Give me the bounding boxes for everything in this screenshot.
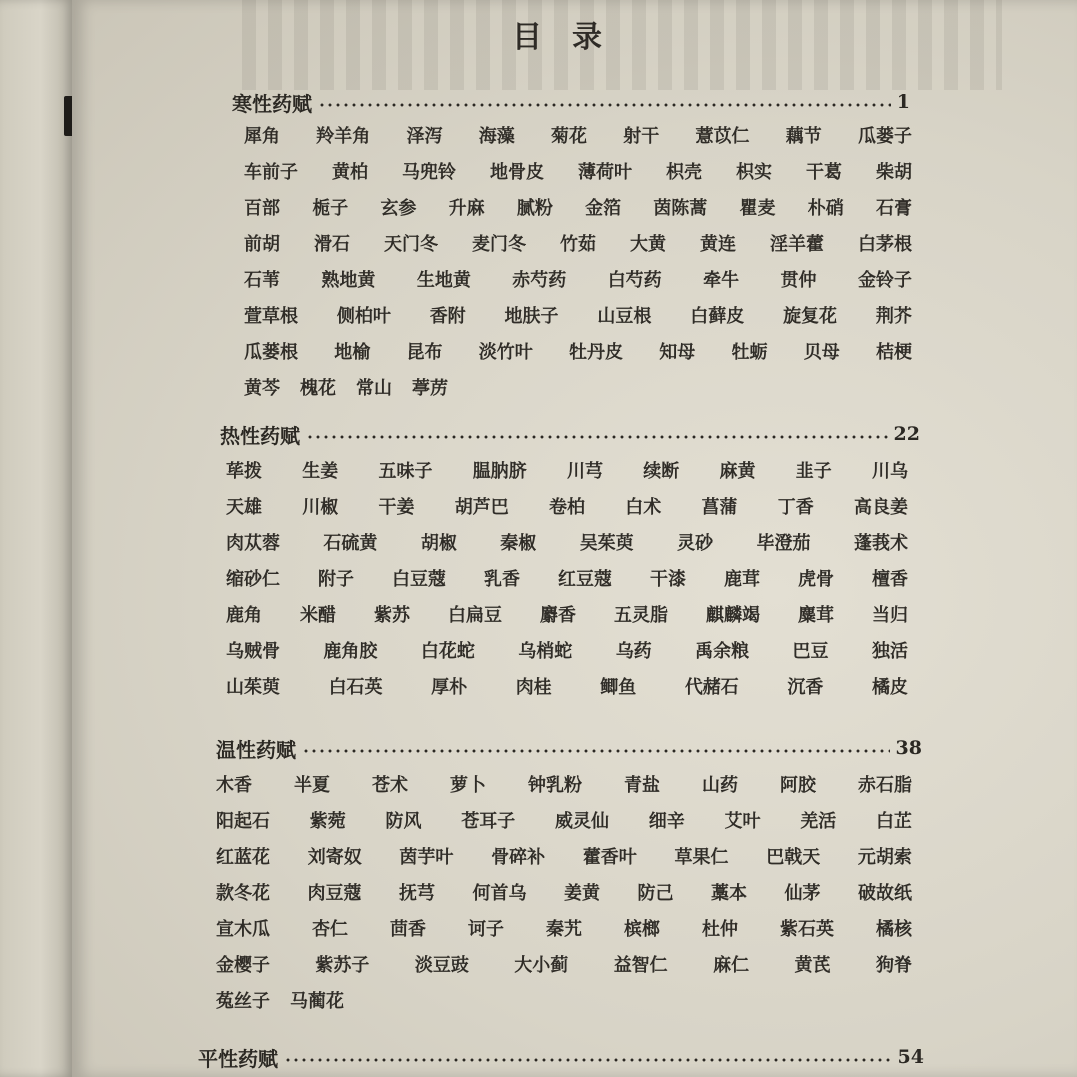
herb-entry: 茴香	[390, 919, 426, 940]
herb-entry: 紫苏子	[315, 955, 370, 976]
herb-entry: 防风	[385, 811, 422, 832]
herb-entry: 石硫黄	[323, 533, 378, 554]
herb-entry: 生姜	[302, 461, 339, 482]
herb-entry: 麻仁	[713, 955, 750, 976]
herb-entry: 白扁豆	[448, 605, 502, 626]
herb-entry: 仙茅	[784, 883, 821, 904]
section-page-number: 22	[893, 423, 920, 445]
herb-entry: 狗脊	[875, 955, 912, 976]
herb-entry: 知母	[659, 342, 696, 363]
herb-entry: 阳起石	[216, 811, 270, 832]
herb-entry: 紫石英	[780, 919, 834, 940]
herb-entry: 防己	[637, 883, 674, 904]
herb-line	[226, 452, 908, 488]
herb-entry: 红蓝花	[216, 847, 270, 868]
herb-entry: 山茱萸	[226, 677, 280, 698]
herb-entry: 抚芎	[399, 883, 435, 904]
herb-entry: 淫羊藿	[770, 234, 824, 255]
herb-entry: 吴茱萸	[579, 533, 634, 554]
herb-line	[244, 153, 912, 189]
herb-entry: 干姜	[378, 497, 415, 518]
herb-entry: 苍术	[372, 775, 408, 796]
herb-entry: 金铃子	[857, 270, 912, 291]
herb-entry: 干漆	[650, 569, 686, 590]
herb-entry: 淡豆豉	[414, 955, 469, 976]
herb-entry: 五味子	[378, 461, 433, 482]
herb-entry: 羌活	[800, 811, 837, 832]
herb-entry: 川椒	[302, 497, 339, 518]
herb-entry: 鹿茸	[724, 569, 760, 590]
herb-entry: 菖蒲	[701, 497, 738, 518]
herb-entry: 苍耳子	[461, 811, 516, 832]
herb-list-cold	[244, 117, 912, 405]
dot-leader	[306, 435, 888, 439]
herb-entry: 胡芦巴	[454, 497, 509, 518]
herb-entry: 萱草根	[244, 306, 298, 327]
herb-entry: 紫苏	[374, 605, 410, 626]
herb-entry: 菟丝子	[216, 991, 270, 1012]
herb-entry: 白豆蔻	[392, 569, 446, 590]
section-title: 平性药赋	[198, 1046, 278, 1071]
dot-leader	[318, 103, 891, 107]
herb-entry: 腻粉	[516, 198, 553, 219]
herb-entry: 犀角	[244, 126, 280, 147]
herb-entry: 柴胡	[876, 162, 912, 183]
herb-entry: 秦艽	[546, 919, 582, 940]
herb-entry: 黄连	[700, 234, 736, 255]
section-header-warm[interactable]	[216, 732, 922, 764]
herb-line	[244, 297, 912, 333]
herb-entry: 金箔	[585, 198, 622, 219]
herb-entry: 鹿角	[226, 605, 262, 626]
herb-entry: 姜黄	[564, 883, 600, 904]
herb-entry: 沉香	[787, 677, 824, 698]
herb-entry: 菊花	[551, 126, 587, 147]
herb-entry: 黄芪	[794, 955, 831, 976]
herb-entry: 赤芍药	[512, 270, 567, 291]
herb-entry: 附子	[318, 569, 354, 590]
herb-entry: 大黄	[630, 234, 666, 255]
herb-entry: 草果仁	[674, 847, 729, 868]
herb-entry: 何首乌	[472, 883, 527, 904]
herb-entry: 独活	[871, 641, 908, 662]
herb-entry: 鹿角胶	[323, 641, 378, 662]
dot-leader	[284, 1058, 892, 1062]
herb-entry: 牵牛	[703, 270, 740, 291]
herb-entry: 乌药	[615, 641, 652, 662]
herb-entry: 肉豆蔻	[307, 883, 362, 904]
herb-entry: 天门冬	[384, 234, 438, 255]
herb-entry: 毕澄茄	[756, 533, 811, 554]
herb-entry: 黄柏	[332, 162, 368, 183]
herb-entry: 瓜蒌子	[858, 126, 912, 147]
herb-entry: 生地黄	[416, 270, 471, 291]
herb-entry: 槟榔	[624, 919, 660, 940]
herb-entry: 山豆根	[597, 306, 652, 327]
herb-entry: 乳香	[484, 569, 520, 590]
herb-entry: 金樱子	[216, 955, 270, 976]
herb-entry: 萝卜	[450, 775, 486, 796]
herb-entry: 阿胶	[780, 775, 816, 796]
herb-entry: 麒麟竭	[706, 605, 760, 626]
section-page-number: 54	[897, 1046, 924, 1068]
herb-entry: 肉桂	[515, 677, 552, 698]
herb-entry: 木香	[216, 775, 252, 796]
section-header-hot[interactable]	[220, 418, 920, 450]
herb-entry: 白花蛇	[420, 641, 475, 662]
herb-entry: 白茅根	[858, 234, 912, 255]
herb-entry: 薏苡仁	[695, 126, 750, 147]
herb-entry: 泽泻	[406, 126, 443, 147]
herb-entry: 川乌	[872, 461, 908, 482]
herb-line	[216, 874, 912, 910]
dot-leader	[302, 749, 890, 753]
herb-entry: 橘核	[876, 919, 912, 940]
herb-entry: 蓬莪术	[853, 533, 908, 554]
herb-entry: 乌贼骨	[226, 641, 280, 662]
herb-entry: 元胡索	[857, 847, 912, 868]
herb-entry: 刘寄奴	[307, 847, 362, 868]
herb-entry: 竹茹	[560, 234, 596, 255]
herb-entry: 青盐	[624, 775, 660, 796]
herb-entry: 白藓皮	[690, 306, 745, 327]
herb-entry: 麦门冬	[472, 234, 526, 255]
herb-entry: 杜仲	[702, 919, 738, 940]
herb-entry: 石苇	[244, 270, 280, 291]
herb-entry: 牡蛎	[731, 342, 768, 363]
herb-entry: 枳实	[736, 162, 772, 183]
herb-line	[216, 838, 912, 874]
herb-entry: 滑石	[314, 234, 350, 255]
herb-entry: 川芎	[567, 461, 603, 482]
herb-entry: 旋复花	[783, 306, 838, 327]
herb-entry: 马蔺花	[290, 991, 344, 1012]
section-page-number: 38	[895, 737, 922, 759]
herb-entry: 朴硝	[807, 198, 844, 219]
herb-entry: 钟乳粉	[528, 775, 582, 796]
herb-line	[244, 369, 912, 405]
herb-entry: 大小蓟	[514, 955, 569, 976]
herb-entry: 石膏	[875, 198, 912, 219]
herb-entry: 骨碎补	[491, 847, 546, 868]
herb-entry: 藿香叶	[582, 847, 637, 868]
herb-line	[216, 910, 912, 946]
herb-entry: 缩砂仁	[226, 569, 280, 590]
herb-line	[216, 802, 912, 838]
section-page-number: 1	[896, 91, 910, 113]
herb-line	[226, 668, 908, 704]
section-title: 寒性药赋	[232, 91, 312, 116]
herb-entry: 麋茸	[798, 605, 834, 626]
herb-entry: 瞿麦	[739, 198, 776, 219]
herb-entry: 荆芥	[875, 306, 912, 327]
herb-entry: 杏仁	[312, 919, 348, 940]
herb-entry: 灵砂	[677, 533, 714, 554]
herb-entry: 干葛	[806, 162, 842, 183]
herb-entry: 巴戟天	[766, 847, 821, 868]
herb-entry: 淡竹叶	[478, 342, 533, 363]
herb-entry: 马兜铃	[402, 162, 456, 183]
herb-line	[226, 524, 908, 560]
herb-entry: 牡丹皮	[569, 342, 623, 363]
herb-entry: 鲫鱼	[600, 677, 637, 698]
herb-entry: 破故纸	[858, 883, 912, 904]
herb-line	[244, 189, 912, 225]
herb-entry: 白芷	[876, 811, 912, 832]
herb-entry: 檀香	[872, 569, 908, 590]
herb-line	[216, 982, 912, 1018]
herb-entry: 益智仁	[613, 955, 668, 976]
herb-entry: 香附	[429, 306, 466, 327]
herb-entry: 当归	[872, 605, 908, 626]
herb-entry: 乌梢蛇	[518, 641, 573, 662]
herb-entry: 白术	[625, 497, 662, 518]
herb-entry: 常山	[356, 378, 392, 399]
herb-entry: 厚朴	[431, 677, 468, 698]
herb-entry: 高良姜	[854, 497, 908, 518]
herb-entry: 半夏	[294, 775, 330, 796]
herb-entry: 射干	[623, 126, 660, 147]
herb-entry: 细辛	[648, 811, 685, 832]
herb-entry: 瓜蒌根	[244, 342, 298, 363]
herb-entry: 百部	[244, 198, 280, 219]
herb-entry: 侧柏叶	[336, 306, 391, 327]
herb-entry: 白石英	[328, 677, 383, 698]
herb-entry: 诃子	[468, 919, 504, 940]
herb-line	[244, 117, 912, 153]
herb-line	[226, 488, 908, 524]
herb-entry: 茵陈蒿	[653, 198, 708, 219]
herb-line	[216, 946, 912, 982]
herb-entry: 肉苁蓉	[226, 533, 280, 554]
page-title: 目录	[512, 20, 632, 55]
herb-entry: 枳壳	[666, 162, 702, 183]
herb-line	[244, 225, 912, 261]
herb-entry: 昆布	[406, 342, 443, 363]
herb-entry: 腽肭脐	[472, 461, 527, 482]
herb-entry: 地骨皮	[490, 162, 544, 183]
herb-entry: 麝香	[540, 605, 576, 626]
section-title: 温性药赋	[216, 737, 296, 762]
herb-entry: 海藻	[478, 126, 515, 147]
herb-entry: 贯仲	[780, 270, 817, 291]
herb-entry: 红豆蔻	[558, 569, 612, 590]
herb-line	[244, 261, 912, 297]
herb-entry: 地榆	[334, 342, 371, 363]
herb-entry: 威灵仙	[555, 811, 609, 832]
herb-line	[226, 596, 908, 632]
herb-entry: 橘皮	[871, 677, 908, 698]
herb-entry: 茵芋叶	[399, 847, 454, 868]
herb-entry: 栀子	[312, 198, 349, 219]
herb-entry: 紫菀	[309, 811, 346, 832]
herb-entry: 五灵脂	[614, 605, 668, 626]
herb-entry: 米醋	[300, 605, 336, 626]
herb-entry: 款冬花	[216, 883, 270, 904]
herb-entry: 赤石脂	[858, 775, 912, 796]
herb-entry: 丁香	[777, 497, 814, 518]
herb-line	[226, 560, 908, 596]
herb-entry: 麻黄	[719, 461, 756, 482]
herb-entry: 韭子	[795, 461, 832, 482]
herb-entry: 薄荷叶	[578, 162, 632, 183]
herb-list-warm	[216, 766, 912, 1018]
section-header-neutral[interactable]	[198, 1041, 924, 1073]
herb-entry: 代赭石	[684, 677, 739, 698]
herb-entry: 天雄	[226, 497, 262, 518]
section-title: 热性药赋	[220, 423, 300, 448]
herb-entry: 黄芩	[244, 378, 280, 399]
herb-entry: 贝母	[803, 342, 840, 363]
herb-entry: 艾叶	[724, 811, 761, 832]
herb-entry: 玄参	[380, 198, 417, 219]
herb-entry: 桔梗	[876, 342, 912, 363]
herb-entry: 虎骨	[798, 569, 834, 590]
herb-entry: 禹余粮	[695, 641, 750, 662]
herb-entry: 巴豆	[792, 641, 829, 662]
herb-entry: 升麻	[448, 198, 485, 219]
herb-line	[244, 333, 912, 369]
herb-line	[226, 632, 908, 668]
herb-entry: 葶苈	[412, 378, 448, 399]
herb-list-hot	[226, 452, 908, 704]
herb-entry: 槐花	[300, 378, 336, 399]
herb-entry: 车前子	[244, 162, 298, 183]
herb-entry: 秦椒	[500, 533, 537, 554]
herb-entry: 卷柏	[549, 497, 585, 518]
herb-entry: 羚羊角	[316, 126, 371, 147]
facing-page-edge	[0, 0, 74, 1077]
herb-entry: 藁本	[711, 883, 747, 904]
herb-entry: 藕节	[785, 126, 822, 147]
herb-entry: 前胡	[244, 234, 280, 255]
herb-entry: 宣木瓜	[216, 919, 270, 940]
herb-line	[216, 766, 912, 802]
herb-entry: 山药	[702, 775, 738, 796]
herb-entry: 地肤子	[504, 306, 559, 327]
herb-entry: 胡椒	[420, 533, 457, 554]
section-header-cold[interactable]	[232, 86, 910, 118]
herb-entry: 荜拨	[226, 461, 262, 482]
herb-entry: 白芍药	[607, 270, 662, 291]
herb-entry: 熟地黄	[321, 270, 376, 291]
herb-entry: 续断	[643, 461, 680, 482]
